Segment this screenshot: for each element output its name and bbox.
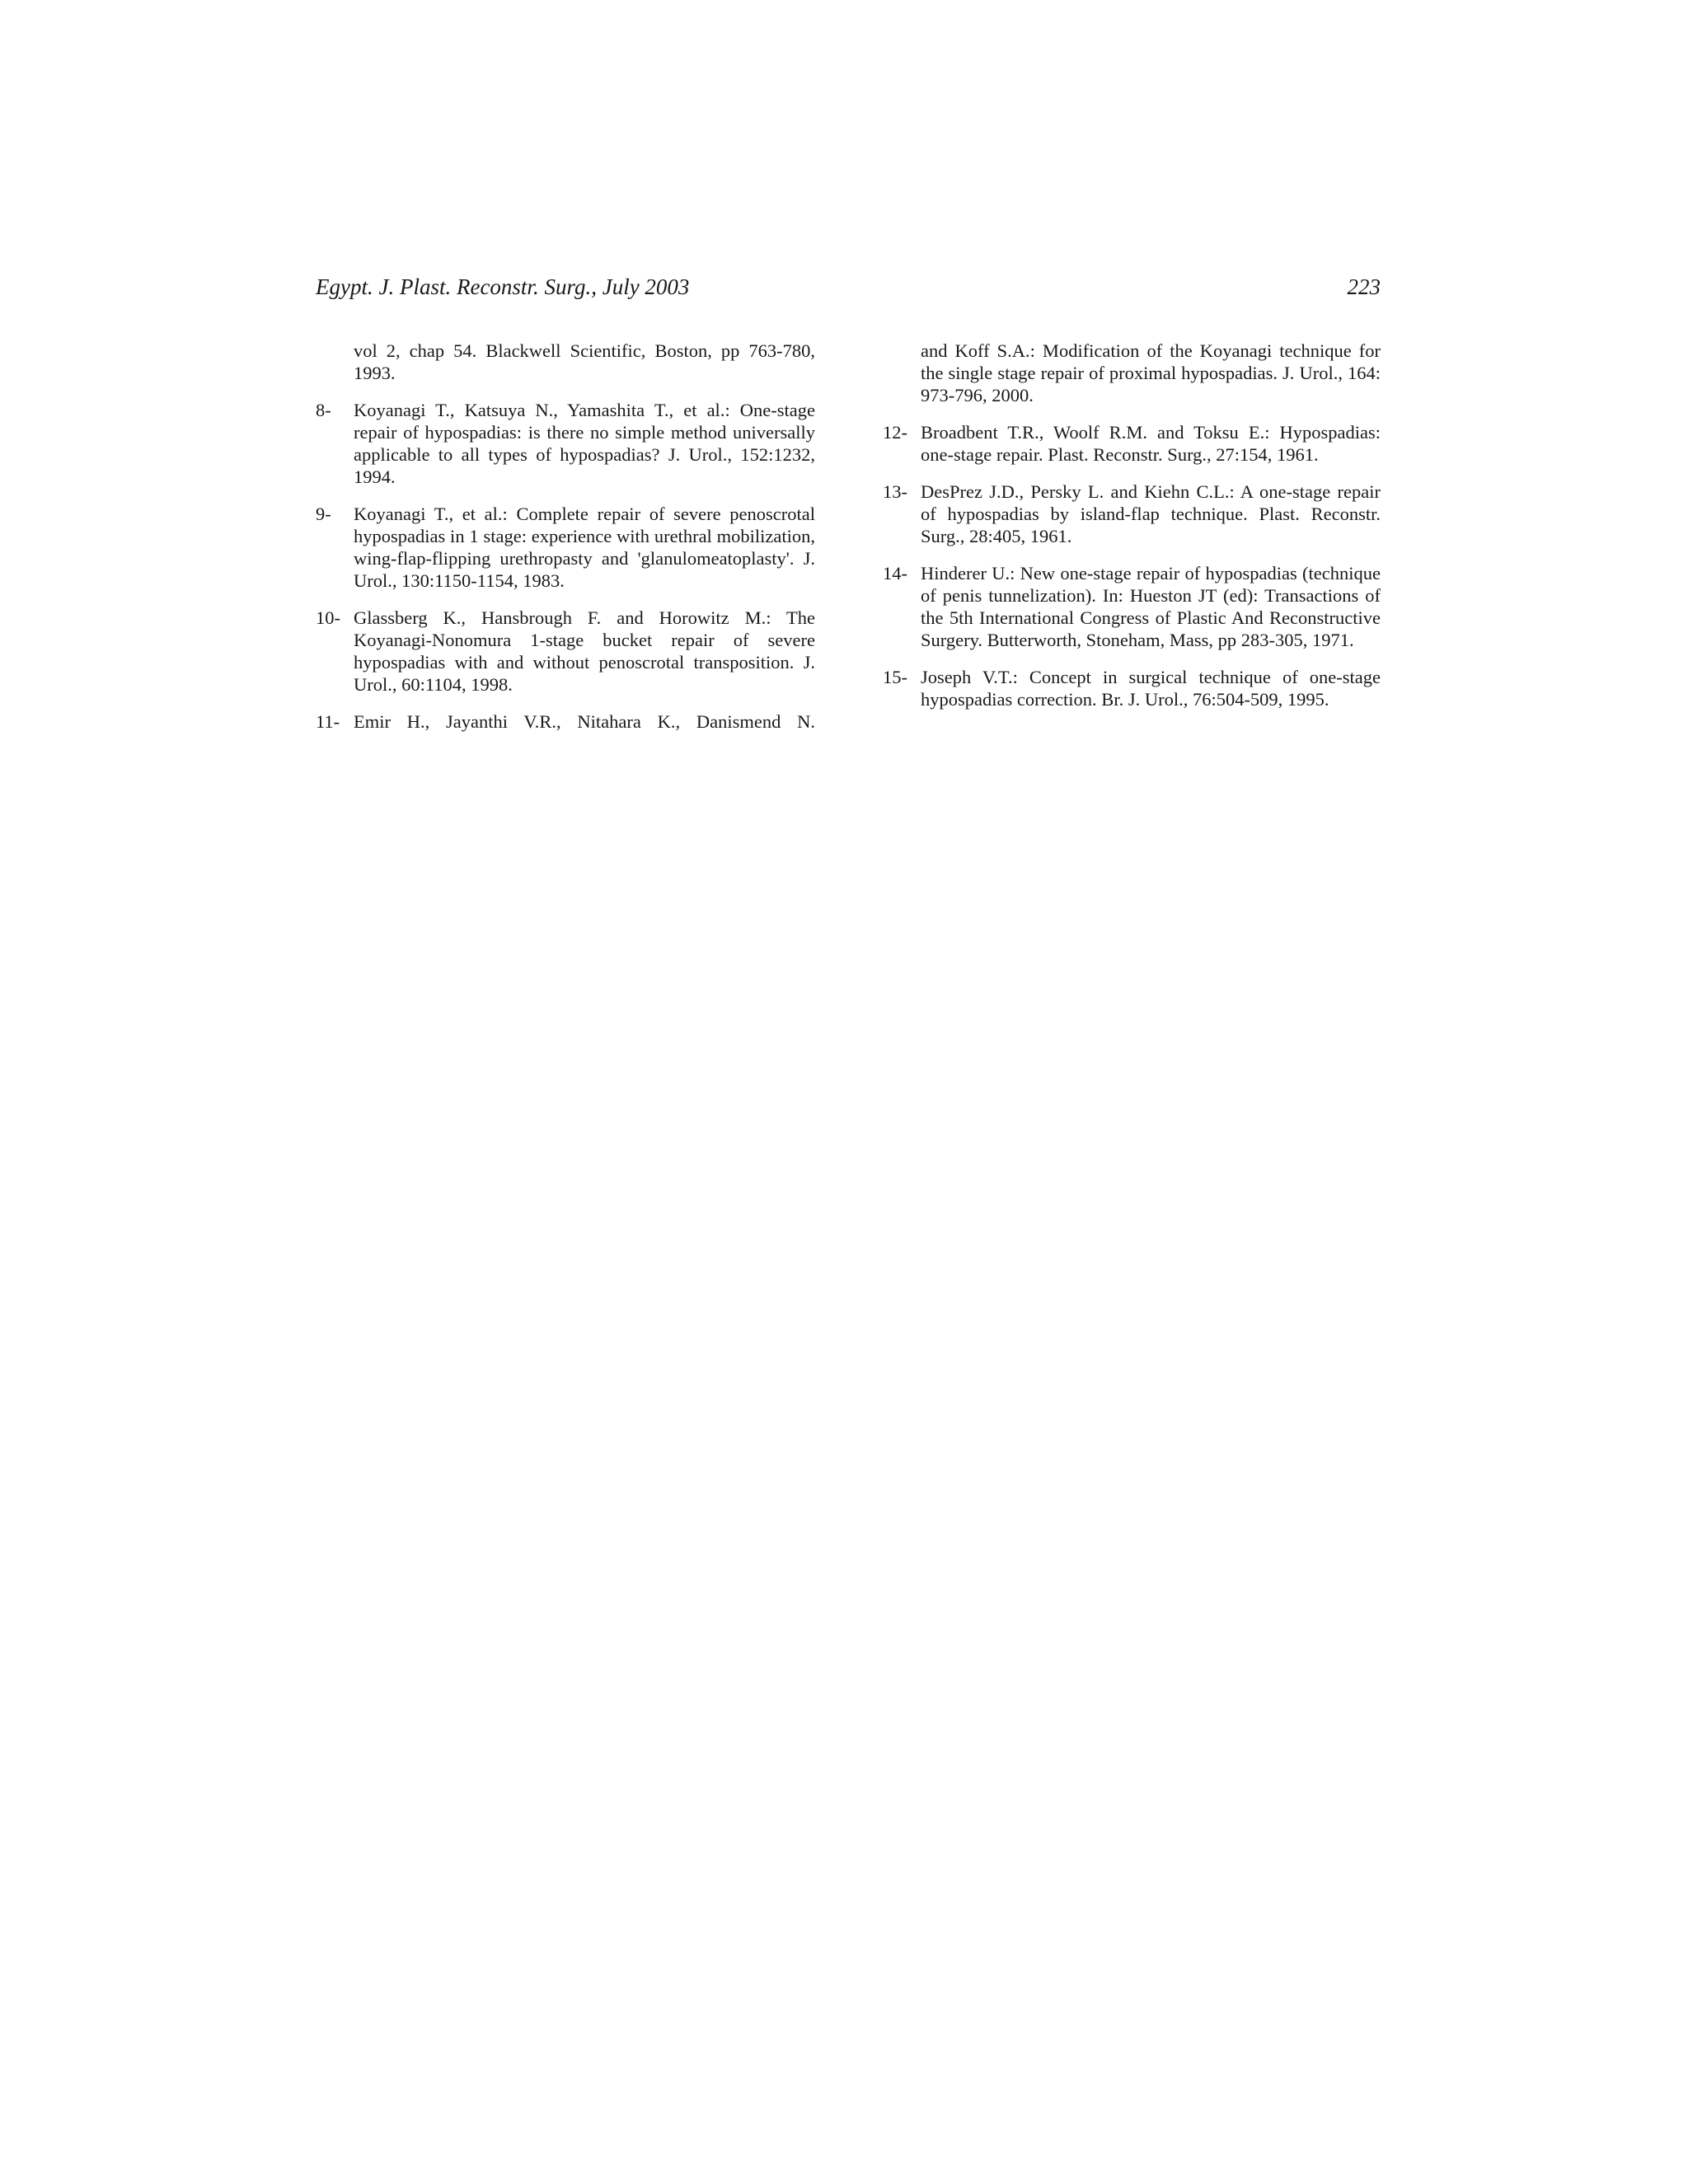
running-head (316, 270, 1381, 303)
reference-number: 10- (316, 607, 340, 628)
reference-number: 12- (883, 422, 907, 443)
reference-text: Glassberg K., Hansbrough F. and Horowitz M.: The Koyanagi-Nonomura 1-stage bucket repair of severe hypospadias with and without penoscrotal transposition. J. Urol., 60:1104, 1998. (354, 607, 815, 695)
reference-text: Broadbent T.R., Woolf R.M. and Toksu E.: Hypospadias: one-stage repair. Plast. Reconstr. Surg., 27:154, 1961. (921, 422, 1381, 465)
references-left-column (316, 340, 815, 748)
reference-number: 8- (316, 400, 331, 420)
reference-text: Koyanagi T., Katsuya N., Yamashita T., et al.: One-stage repair of hypospadias: is there no simple method universally applicable to all types of hypospadias? J. Urol., 152:1232, 1994. (354, 400, 815, 487)
reference-item-15 (883, 666, 1381, 710)
reference-text: and Koff S.A.: Modification of the Koyanagi technique for the single stage repair of proximal hypospadias. J. Urol., 164: 973-796, 2000. (921, 340, 1381, 405)
references-right-column (883, 340, 1381, 725)
reference-item-10 (316, 607, 815, 696)
reference-item-11 (316, 710, 815, 733)
reference-item-13 (883, 480, 1381, 547)
reference-text: Emir H., Jayanthi V.R., Nitahara K., Danismend N. (354, 711, 815, 732)
reference-continuation (316, 340, 815, 384)
reference-text: DesPrez J.D., Persky L. and Kiehn C.L.: A one-stage repair of hypospadias by island-flap technique. Plast. Reconstr. Surg., 28:405, 1961. (921, 481, 1381, 546)
reference-number: 13- (883, 481, 907, 502)
reference-item-9 (316, 503, 815, 592)
reference-text: Koyanagi T., et al.: Complete repair of severe penoscrotal hypospadias in 1 stage: experience with urethral mobilization, wing-flap-flipping urethropasty and 'glanulomeatoplasty'. J. Urol., 130:1150-1154, 1983. (354, 504, 815, 591)
reference-number: 14- (883, 563, 907, 583)
reference-item-12 (883, 421, 1381, 466)
reference-text: vol 2, chap 54. Blackwell Scientific, Boston, pp 763-780, 1993. (354, 340, 815, 383)
reference-item-8 (316, 399, 815, 488)
journal-citation: Egypt. J. Plast. Reconstr. Surg., July 2003 (316, 274, 690, 299)
reference-continuation (883, 340, 1381, 406)
reference-number: 11- (316, 711, 340, 732)
page-number: 223 (1347, 274, 1381, 299)
reference-number: 9- (316, 504, 331, 524)
reference-text: Joseph V.T.: Concept in surgical technique of one-stage hypospadias correction. Br. J. Urol., 76:504-509, 1995. (921, 667, 1381, 710)
reference-item-14 (883, 562, 1381, 651)
reference-number: 15- (883, 667, 907, 687)
reference-text: Hinderer U.: New one-stage repair of hypospadias (technique of penis tunnelization). In: Hueston JT (ed): Transactions of the 5th International Congress of Plastic And Reconstructive Surgery. Butterworth, Stoneham, Mass, pp 283-305, 1971. (921, 563, 1381, 650)
